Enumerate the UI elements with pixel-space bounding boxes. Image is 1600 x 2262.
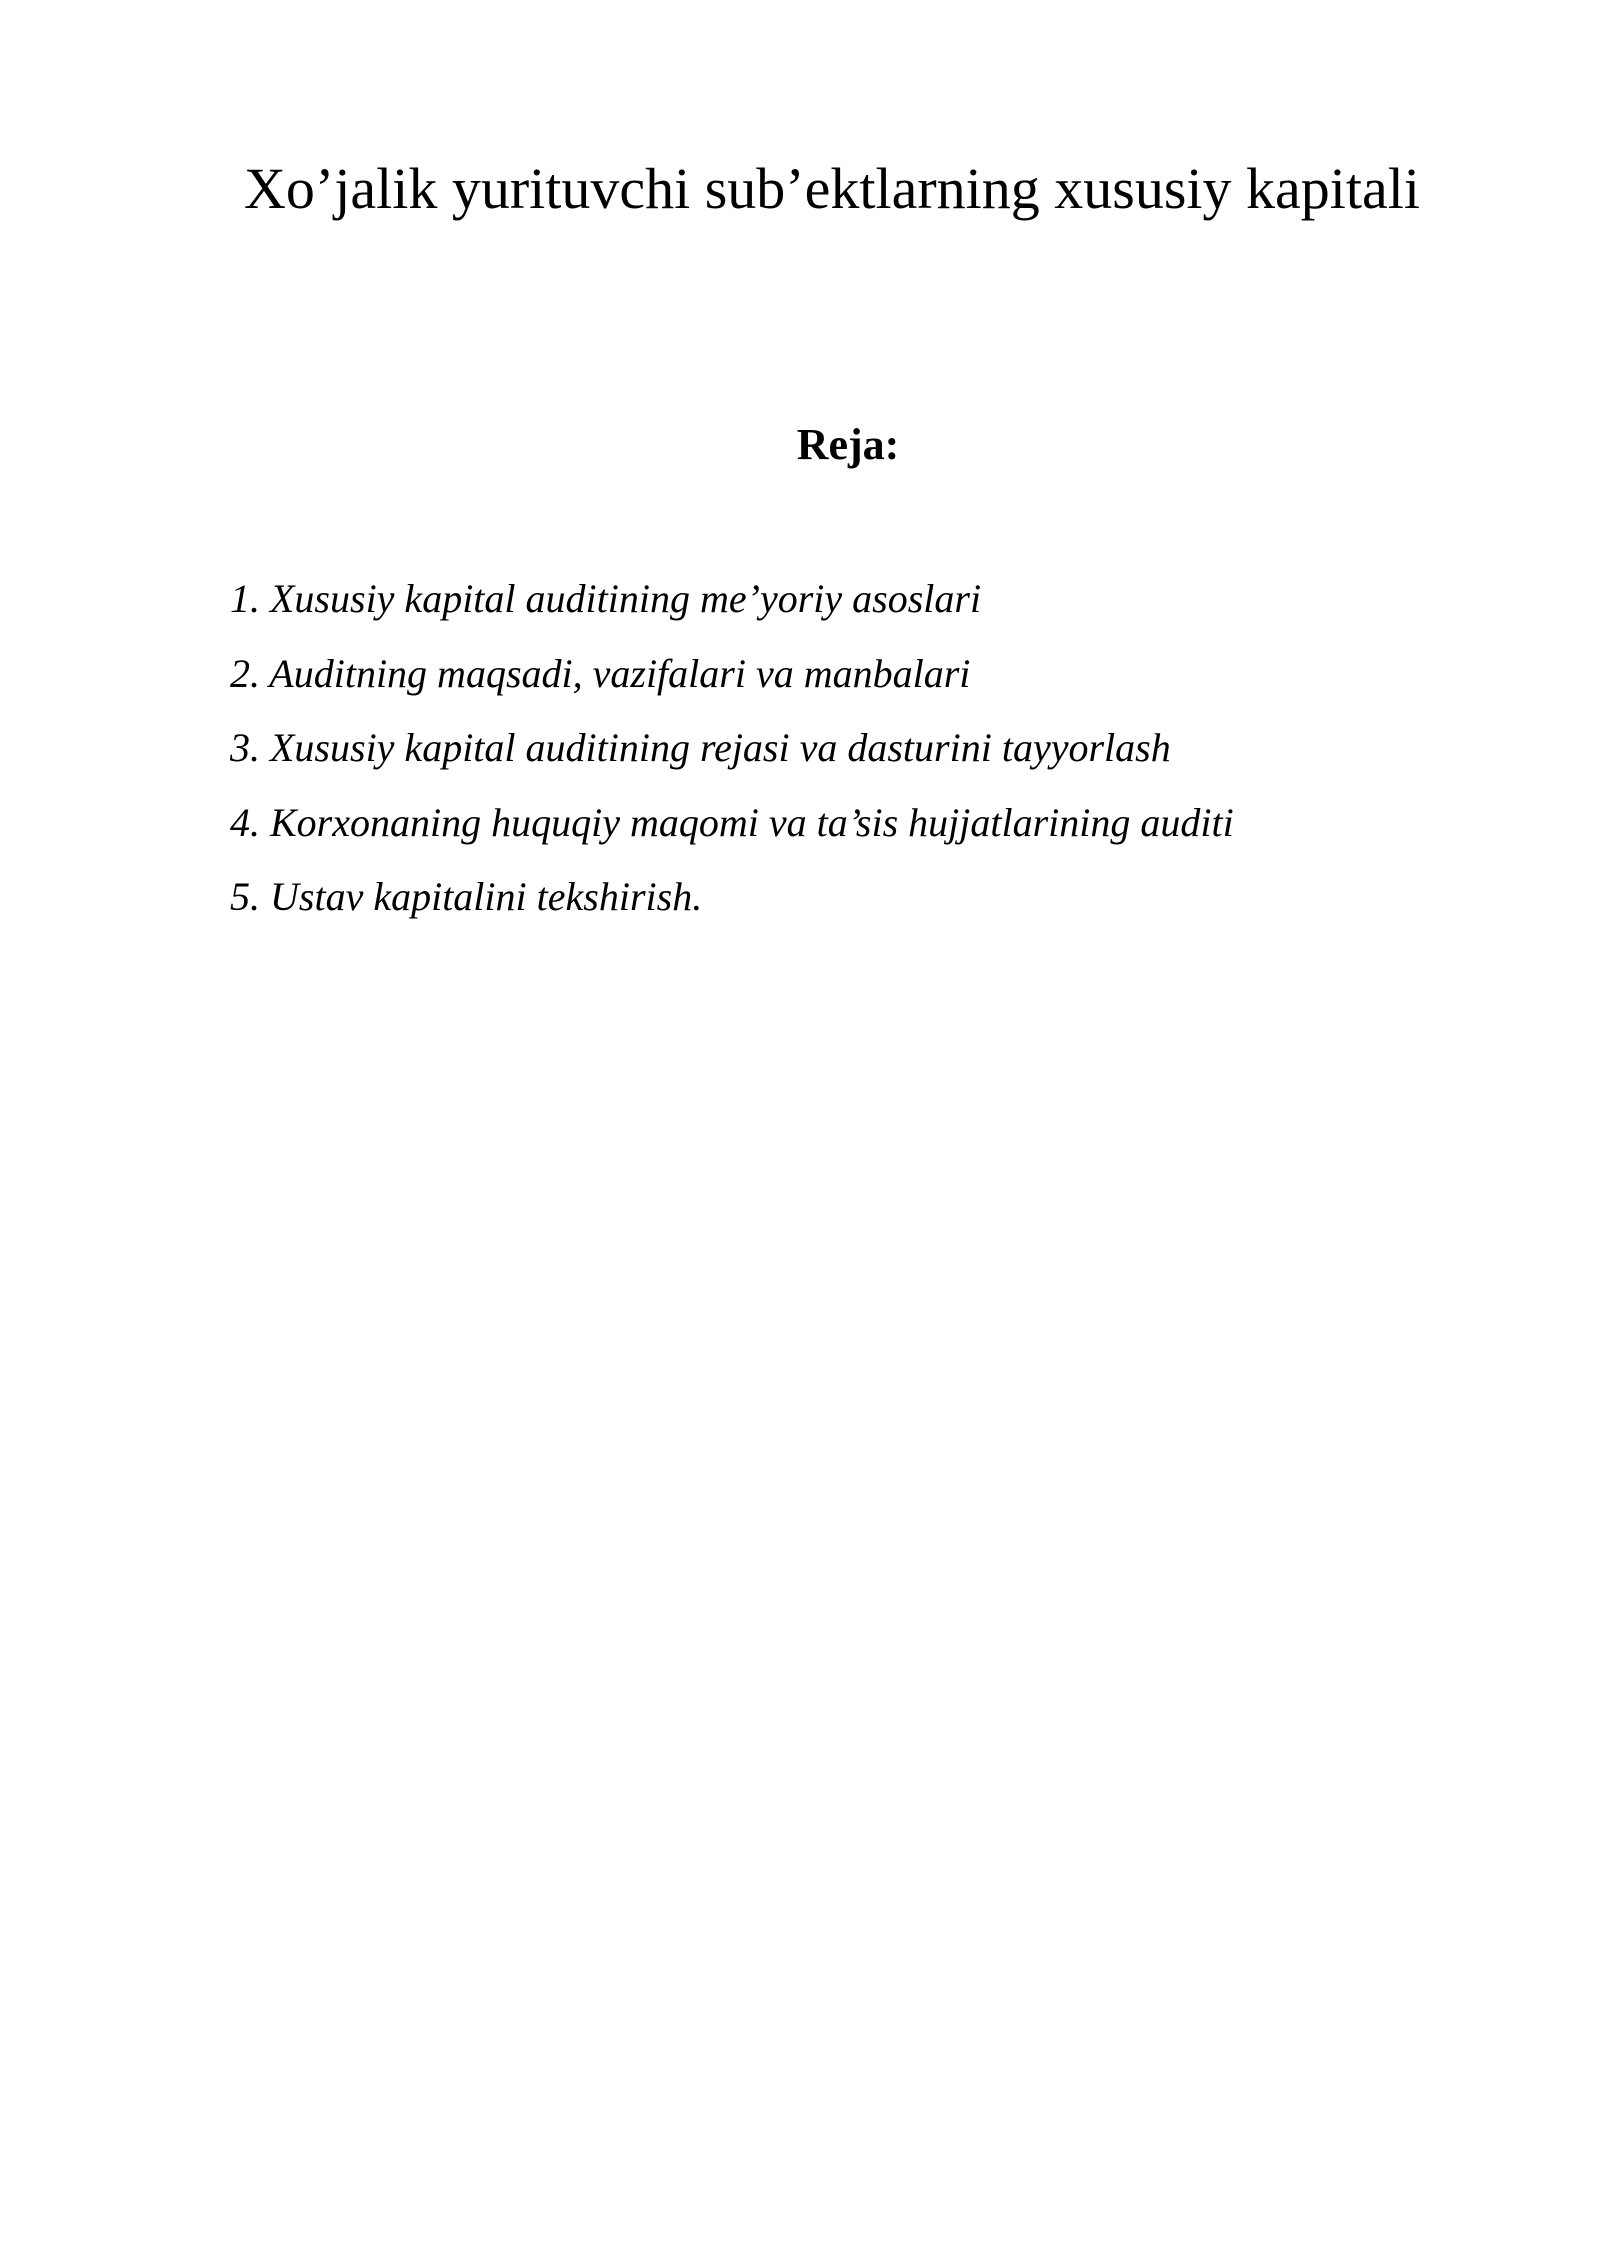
plan-list	[230, 562, 1234, 935]
plan-item-3: 3. Xususiy kapital auditining rejasi va dasturini tayyorlash	[230, 725, 1171, 770]
plan-item-1: 1. Xususiy kapital auditining me’yoriy asoslari	[230, 576, 982, 621]
plan-heading: Reja:	[796, 420, 900, 469]
plan-item-5: 5. Ustav kapitalini tekshirish.	[230, 874, 703, 919]
document-title: Xo’jalik yurituvchi sub’ektlarning xususiy kapitali	[244, 156, 1420, 221]
plan-item-2: 2. Auditning maqsadi, vazifalari va manbalari	[230, 650, 971, 696]
plan-item-4: 4. Korxonaning huquqiy maqomi va ta’sis hujjatlarining auditi	[230, 799, 1234, 845]
